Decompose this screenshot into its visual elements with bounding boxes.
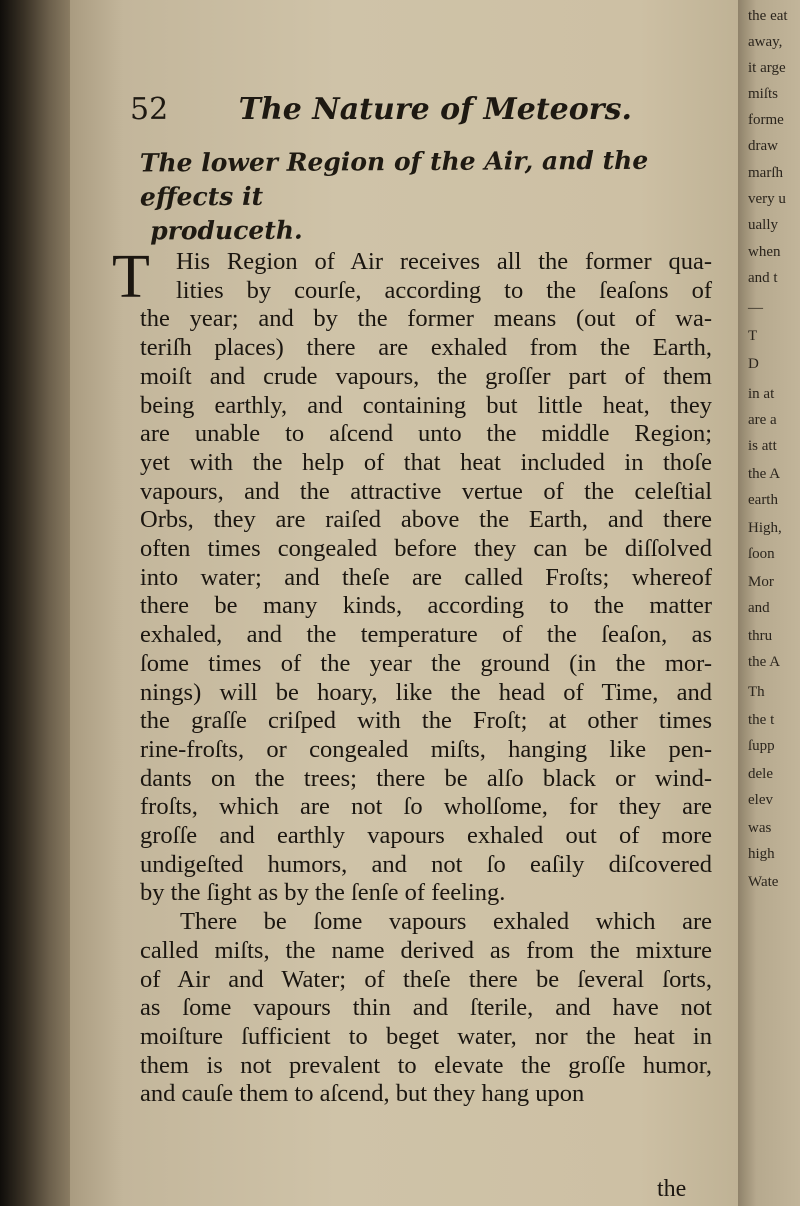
facing-page-fragment: ually: [748, 217, 778, 233]
facing-page-fragment: D: [748, 356, 759, 372]
text-line: and cauſe them to aſcend, but they hang upon: [140, 1080, 585, 1108]
facing-page-fragment: and: [748, 600, 770, 616]
facing-page-fragment: are a: [748, 412, 777, 428]
facing-page-fragment: the t: [748, 712, 775, 728]
section-title-line-2: produceth.: [150, 215, 303, 246]
text-line: there be many kinds, according to the matter: [140, 592, 712, 620]
text-line: lities by courſe, according to the ſeaſons of: [176, 276, 712, 304]
facing-page: [738, 0, 800, 1206]
facing-page-fragment: in at: [748, 386, 775, 402]
text-line: are unable to aſcend unto the middle Region;: [140, 420, 712, 448]
facing-page-fragment: Th: [748, 684, 765, 700]
text-line: groſſe and earthly vapours exhaled out of more: [140, 822, 712, 850]
facing-page-fragment: elev: [748, 792, 773, 808]
section-title: [140, 144, 701, 249]
text-line: dants on the trees; there be alſo black or wind-: [140, 764, 712, 792]
facing-page-fragment: ſupp: [748, 738, 775, 754]
drop-cap: T: [112, 243, 150, 311]
facing-page-fragment: when: [748, 244, 781, 260]
text-line: moiſture ſufficient to beget water, nor the heat in: [140, 1022, 712, 1050]
facing-page-fragment: and t: [748, 270, 778, 286]
facing-page-fragment: Mor: [748, 574, 774, 590]
text-line: There be ſome vapours exhaled which are: [180, 908, 712, 936]
facing-page-fragment: —: [748, 300, 763, 316]
facing-page-fragment: thru: [748, 628, 773, 644]
text-line: ſome times of the year the ground (in the mor-: [140, 649, 712, 677]
running-title: The Nature of Meteors.: [238, 92, 632, 127]
facing-page-fragment: T: [748, 328, 758, 344]
text-line: often times congealed before they can be diſſolved: [140, 535, 712, 563]
facing-page-fragment: away,: [748, 34, 783, 50]
facing-page-fragment: very u: [748, 191, 786, 207]
facing-page-fragment: was: [748, 820, 772, 836]
text-line: the year; and by the former means (out of wa-: [140, 305, 712, 333]
text-line: them is not prevalent to elevate the groſſe humor,: [140, 1051, 712, 1079]
facing-page-fragment: ſoon: [748, 546, 775, 562]
text-line: His Region of Air receives all the former qua-: [176, 248, 712, 275]
text-line: teriſh places) there are exhaled from the Earth,: [140, 334, 712, 362]
facing-page-fragment: the A: [748, 654, 781, 670]
text-line: froſts, which are not ſo wholſome, for they are: [140, 793, 712, 821]
text-line: called miſts, the name derived as from the mixture: [140, 936, 712, 964]
catchword: the: [657, 1176, 687, 1202]
text-line: being earthly, and containing but little heat, they: [140, 391, 712, 419]
text-line: yet with the help of that heat included in thoſe: [140, 448, 712, 476]
text-line: into water; and theſe are called Froſts; whereof: [140, 563, 712, 591]
text-line: by the ſight as by the ſenſe of feeling.: [140, 879, 506, 907]
facing-page-fragment: it arge: [748, 60, 786, 76]
body-text: [140, 248, 712, 1109]
facing-page-fragment: forme: [748, 112, 784, 128]
text-line: exhaled, and the temperature of the ſeaſon, as: [140, 621, 712, 649]
text-line: rine-froſts, or congealed miſts, hanging like pen-: [140, 735, 712, 763]
page-number: 52: [130, 92, 169, 127]
facing-page-fragment: earth: [748, 492, 778, 508]
book-gutter: [0, 0, 70, 1206]
facing-page-fragment: draw: [748, 138, 778, 154]
text-line: moiſt and crude vapours, the groſſer part of them: [140, 362, 712, 390]
facing-page-fragment: the eat: [748, 8, 788, 24]
facing-page-fragment: is att: [748, 438, 777, 454]
text-line: Orbs, they are raiſed above the Earth, and there: [140, 506, 712, 534]
facing-page-fragment: High,: [748, 520, 782, 536]
text-line: undigeſted humors, and not ſo eaſily diſcovered: [140, 850, 712, 878]
text-line: nings) will be hoary, like the head of Time, and: [140, 678, 712, 706]
facing-page-fragment: the A: [748, 466, 781, 482]
facing-page-fragment: marſh: [748, 165, 783, 181]
facing-page-fragment: high: [748, 846, 775, 862]
facing-page-fragment: Wate: [748, 874, 779, 890]
section-title-line-1: The lower Region of the Air, and the effects it: [139, 145, 649, 212]
text-line: the graſſe criſped with the Froſt; at other times: [140, 707, 712, 735]
facing-page-fragment: dele: [748, 766, 773, 782]
text-line: of Air and Water; of theſe there be ſeveral ſorts,: [140, 965, 712, 993]
text-line: vapours, and the attractive vertue of the celeſtial: [140, 477, 712, 505]
facing-page-fragment: miſts: [748, 86, 779, 102]
page-header: [130, 92, 632, 127]
text-line: as ſome vapours thin and ſterile, and have not: [140, 994, 712, 1022]
